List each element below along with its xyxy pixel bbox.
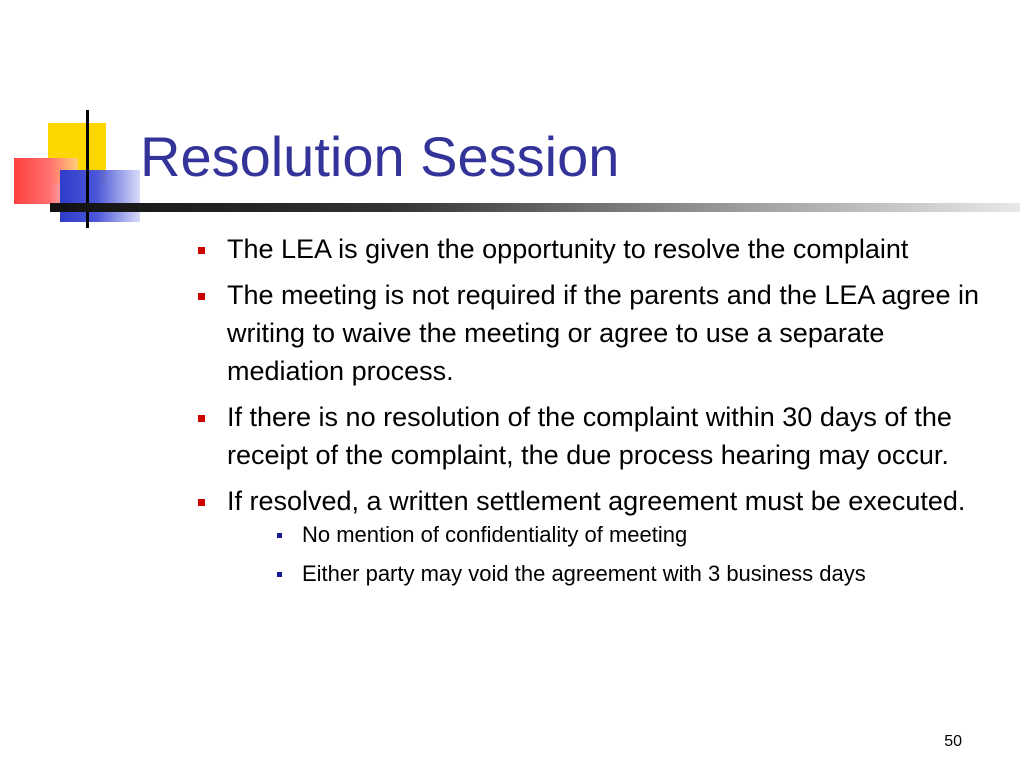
bullet-item: [196, 276, 996, 390]
sub-bullet-item: [275, 520, 992, 549]
sub-bullet-item: [275, 559, 992, 588]
bullet-text: The LEA is given the opportunity to resolve the complaint: [227, 234, 909, 264]
sub-bullet-list: [275, 520, 996, 588]
square-bullet-icon: [198, 293, 205, 300]
sub-bullet-text: No mention of confidentiality of meeting: [302, 522, 688, 547]
square-sub-bullet-icon: [277, 533, 282, 538]
title-underline: [50, 203, 1020, 212]
square-bullet-icon: [198, 499, 205, 506]
square-bullet-icon: [198, 247, 205, 254]
bullet-text: The meeting is not required if the parents and the LEA agree in writing to waive the meeting or agree to use a separate mediation process.: [227, 280, 979, 386]
sub-bullet-text: Either party may void the agreement with 3 business days: [302, 561, 866, 586]
bullet-item: [196, 398, 996, 474]
bullet-item: [196, 230, 996, 268]
decorative-blue-square: [60, 170, 140, 222]
bullet-text: If there is no resolution of the complaint within 30 days of the receipt of the complaint, the due process hearing may occur.: [227, 402, 952, 470]
bullet-list: [196, 230, 996, 598]
square-bullet-icon: [198, 415, 205, 422]
slide-title: Resolution Session: [140, 125, 620, 188]
bullet-item: [196, 482, 996, 588]
square-sub-bullet-icon: [277, 572, 282, 577]
page-number: 50: [944, 733, 962, 750]
bullet-text: If resolved, a written settlement agreement must be executed.: [227, 486, 966, 516]
